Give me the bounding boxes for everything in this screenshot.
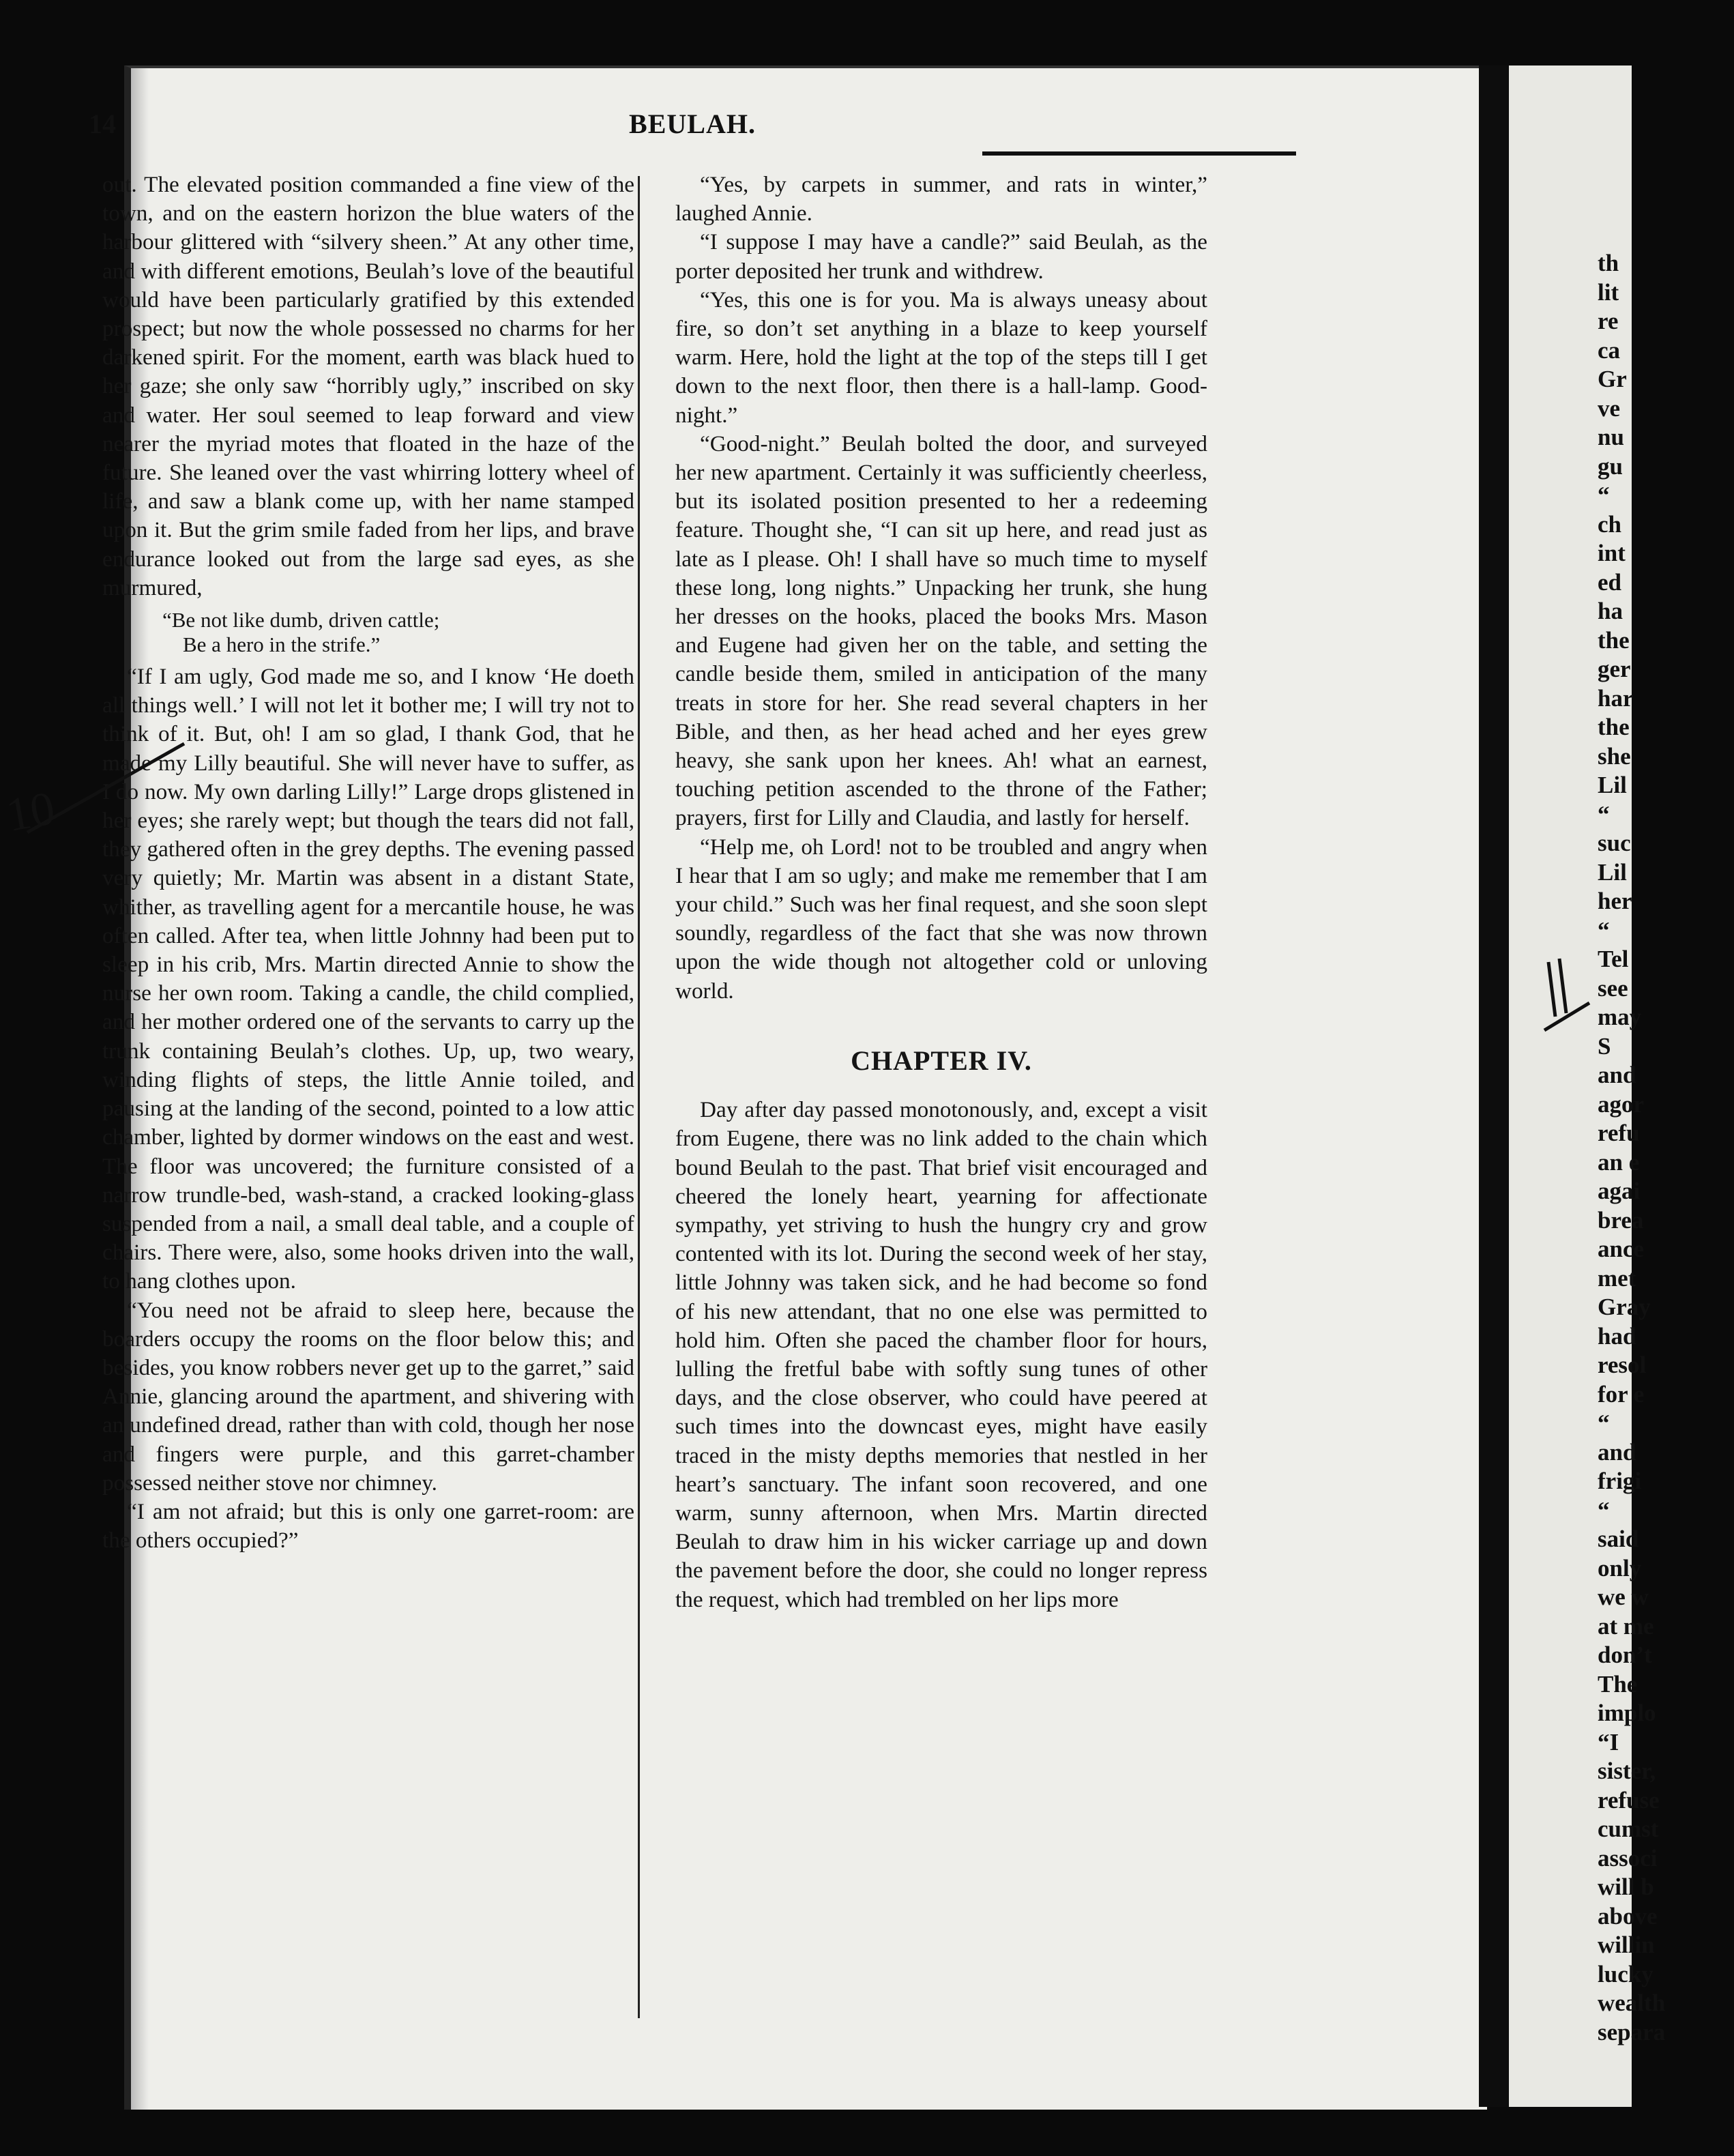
paragraph: “I suppose I may have a candle?” said Beulah, as the porter deposited her trunk and withdrew. — [675, 229, 1207, 284]
facing-page-fragment: Tel — [1598, 946, 1629, 972]
verse-line: “Be not like dumb, driven cattle; — [162, 608, 440, 632]
chapter-heading: CHAPTER IV. — [851, 1045, 1032, 1076]
facing-page-fragment: ha — [1598, 598, 1623, 624]
facing-page-fragment: an e — [1598, 1148, 1640, 1176]
facing-page-fragment: Lil — [1598, 858, 1627, 886]
book-gutter — [1479, 65, 1509, 2107]
facing-page-fragment: lit — [1598, 278, 1619, 306]
facing-page-fragment: ed — [1598, 568, 1621, 596]
facing-page-fragment: only — [1598, 1554, 1642, 1582]
facing-page-fragment: willin — [1598, 1932, 1655, 1958]
facing-page-fragment: for e — [1598, 1380, 1645, 1408]
facing-page-fragment: resol — [1598, 1352, 1647, 1378]
facing-page-fragment: we w — [1598, 1584, 1649, 1610]
right-column — [675, 171, 1207, 1614]
facing-page-fragment: don’t — [1598, 1642, 1652, 1668]
pencil-stroke — [1544, 959, 1589, 1030]
facing-page-fragment: The — [1598, 1670, 1638, 1698]
facing-page-fragment: the — [1598, 714, 1630, 740]
paragraph: Day after day passed monotonously, and, except a visit from Eugene, there was no link added to the chain which bound Beulah to the past. That brief visit encouraged and cheered the lonely heart, yearning for affectionate sympathy, yet striving to hush the hungry cry and grow contented with its lot. During the second week of her stay, little Johnny was taken sick, and he had become so fond of his new attendant, that no one else was permitted to hold him. Often she paced the chamber floor for hours, lulling the fretful babe with softly sung tunes of other days, and the close observer, who could have peered at such times into the downcast eyes, might have easily traced in the misty depths memories that nestled in her heart’s sanctuary. The infant soon recovered, and one warm, sunny afternoon, when Mrs. Martin directed Beulah to draw him in his wicker carriage up and down the pavement before the door, she could no longer repress the request, which had trembled on her lips more — [675, 1097, 1207, 1612]
column-rule — [638, 176, 640, 2018]
facing-page-fragment: ca — [1598, 336, 1621, 364]
facing-page-fragment: associ — [1598, 1844, 1658, 1871]
facing-page-fragment: nu — [1598, 424, 1624, 450]
verse-quote — [102, 608, 634, 657]
facing-page — [1509, 65, 1666, 2107]
facing-page-fragment: said — [1598, 1526, 1639, 1552]
facing-page-fragment: “ — [1598, 800, 1610, 828]
facing-page-fragment: suc — [1598, 830, 1631, 856]
facing-page-fragment: sister, — [1598, 1758, 1656, 1784]
facing-page-fragment: had — [1598, 1322, 1636, 1350]
paragraph: “I am not afraid; but this is only one garret-room: are the others occupied?” — [102, 1498, 634, 1554]
facing-page-fragment: above — [1598, 1902, 1658, 1929]
facing-page-fragment: re — [1598, 308, 1619, 334]
pencil-annotation-facing — [1542, 955, 1596, 1037]
facing-page-fragment: met — [1598, 1264, 1636, 1292]
facing-page-fragment: see — [1598, 974, 1628, 1002]
facing-page-fragment: lucky — [1598, 1960, 1654, 1987]
facing-page-fragment: int — [1598, 540, 1626, 566]
facing-page-fragment: wealth — [1598, 1990, 1666, 2016]
page-number: 14 — [89, 108, 116, 139]
facing-page-fragment: ve — [1598, 394, 1621, 422]
facing-page-fragment: will b — [1598, 1874, 1654, 1900]
facing-page-fragment: S — [1598, 1032, 1611, 1060]
facing-page-fragment: refu — [1598, 1120, 1640, 1146]
paragraph: out. The elevated position commanded a fine view of the town, and on the eastern horizon the blue waters of the harbour glittered with “silvery sheen.” At any other time, and with different emotions, Beulah’s love of the beautiful would have been particularly gratified by this extended prospect; but now the whole possessed no charms for her darkened spirit. For the moment, earth was black hued to her gaze; she only saw “horribly ugly,” inscribed on sky and water. Her soul seemed to leap forward and view nearer the myriad motes that floated in the haze of the future. She leaned over the vast whirring lottery wheel of life, and saw a blank come up, with her name stamped upon it. But the grim smile faded from her lips, and brave endurance looked out from the large sad eyes, as she murmured, — [102, 172, 634, 600]
facing-page-fragment: agai — [1598, 1178, 1641, 1204]
facing-page-fragment: “I — [1598, 1728, 1619, 1756]
facing-page-fragment: “ — [1598, 916, 1610, 944]
facing-page-fragment: and — [1598, 1438, 1636, 1466]
running-title: BEULAH. — [629, 108, 756, 139]
facing-page-fragment: she — [1598, 742, 1631, 770]
facing-page-fragment: brea — [1598, 1206, 1644, 1234]
pencil-number: 10 — [2, 782, 59, 843]
facing-page-fragment: ch — [1598, 510, 1621, 538]
facing-page-fragment: gu — [1598, 452, 1623, 480]
running-head — [89, 108, 1296, 149]
facing-page-fragment: separa — [1598, 2018, 1666, 2045]
header-rule — [982, 151, 1296, 156]
facing-page-fragment: “ — [1598, 482, 1610, 508]
verse-line: Be a hero in the strife.” — [183, 632, 381, 657]
facing-page-fragment: agor — [1598, 1090, 1645, 1118]
facing-page-fragment: har — [1598, 684, 1634, 712]
facing-page-fragment: the — [1598, 626, 1630, 654]
facing-page-fragment: at me — [1598, 1612, 1654, 1640]
facing-page-fragment: Gr — [1598, 366, 1627, 392]
paragraph: “Help me, oh Lord! not to be troubled and angry when I hear that I am so ugly; and make me remember that I am your child.” Such was her final request, and she soon slept soundly, regardless of the fact that she was now thrown upon the wide though not altogether cold or unloving world. — [675, 834, 1207, 1004]
paragraph: “If I am ugly, God made me so, and I know ‘He doeth all things well.’ I will not let it bother me; I will try not to think of it. But, oh! I am so glad, I thank God, that he made my Lilly beautiful. She will never have to suffer, as I do now. My own darling Lilly!” Large drops glistened in her eyes; she rarely wept; but though the tears did not fall, they gathered often in the grey depths. The evening passed very quietly; Mr. Martin was absent in a distant State, whither, as travelling agent for a mercantile house, he was often called. After tea, when little Johnny had been put to sleep in his crib, Mrs. Martin directed Annie to show the nurse her own room. Taking a candle, the child complied, and her mother ordered one of the servants to carry up the trunk containing Beulah’s clothes. Up, up, two weary, winding flights of steps, the little Annie toiled, and pausing at the landing of the second, pointed to a low attic chamber, lighted by dormer windows on the east and west. The floor was uncovered; the furniture consisted of a narrow trundle-bed, wash-stand, a cracked looking-glass suspended from a nail, a small deal table, and a couple of chairs. There were, also, some hooks driven into the wall, to hang clothes upon. — [102, 664, 634, 1294]
facing-page-fragment: and — [1598, 1062, 1636, 1088]
facing-page-fragment: “ — [1598, 1410, 1610, 1436]
facing-page-fragment: th — [1598, 250, 1619, 276]
paragraph: “You need not be afraid to sleep here, because the boarders occupy the rooms on the floor below this; and besides, you know robbers never get up to the garret,” said Annie, glancing around the apartment, and shivering with an undefined dread, rather than with cold, though her nose and fingers were purple, and this garret-chamber possessed neither stove nor chimney. — [102, 1297, 634, 1496]
facing-page-fragment: may — [1598, 1004, 1642, 1030]
paragraph: “Yes, this one is for you. Ma is always uneasy about fire, so don’t set anything in a blaze to keep yourself warm. Here, hold the light at the top of the steps till I get down to the next floor, then there is a hall-lamp. Good-night.” — [675, 287, 1207, 428]
facing-page-fragment: ger — [1598, 656, 1631, 682]
facing-page-fragment: ance — [1598, 1236, 1645, 1262]
facing-page-fragment: Gray — [1598, 1294, 1651, 1320]
facing-page-fragment: refuse — [1598, 1786, 1660, 1813]
left-column — [102, 171, 634, 1555]
facing-page-fragment: frigi — [1598, 1468, 1642, 1494]
facing-page-fragment: Lil — [1598, 772, 1627, 798]
facing-page-fragment: “ — [1598, 1496, 1610, 1524]
facing-page-fragment: her — [1598, 888, 1632, 914]
facing-page-fragment: implo — [1598, 1700, 1656, 1726]
facing-page-fragment: cumst — [1598, 1816, 1659, 1842]
paragraph: “Good-night.” Beulah bolted the door, and surveyed her new apartment. Certainly it was sufficiently cheerless, but its isolated position presented to her a redeeming feature. Thought she, “I can sit up here, and read just as late as I please. Oh! I shall have so much time to myself these long, long nights.” Unpacking her trunk, she hung her dresses on the hooks, placed the books Mrs. Mason and Eugene had given her on the table, and setting the candle beside them, smiled in anticipation of the many treats in store for her. She read several chapters in her Bible, and then, as her head ached and her eyes grew heavy, she sank upon her knees. Ah! what an earnest, touching petition ascended to the throne of the Father; prayers, first for Lilly and Claudia, and lastly for herself. — [675, 431, 1207, 831]
paragraph: “Yes, by carpets in summer, and rats in winter,” laughed Annie. — [675, 172, 1207, 227]
